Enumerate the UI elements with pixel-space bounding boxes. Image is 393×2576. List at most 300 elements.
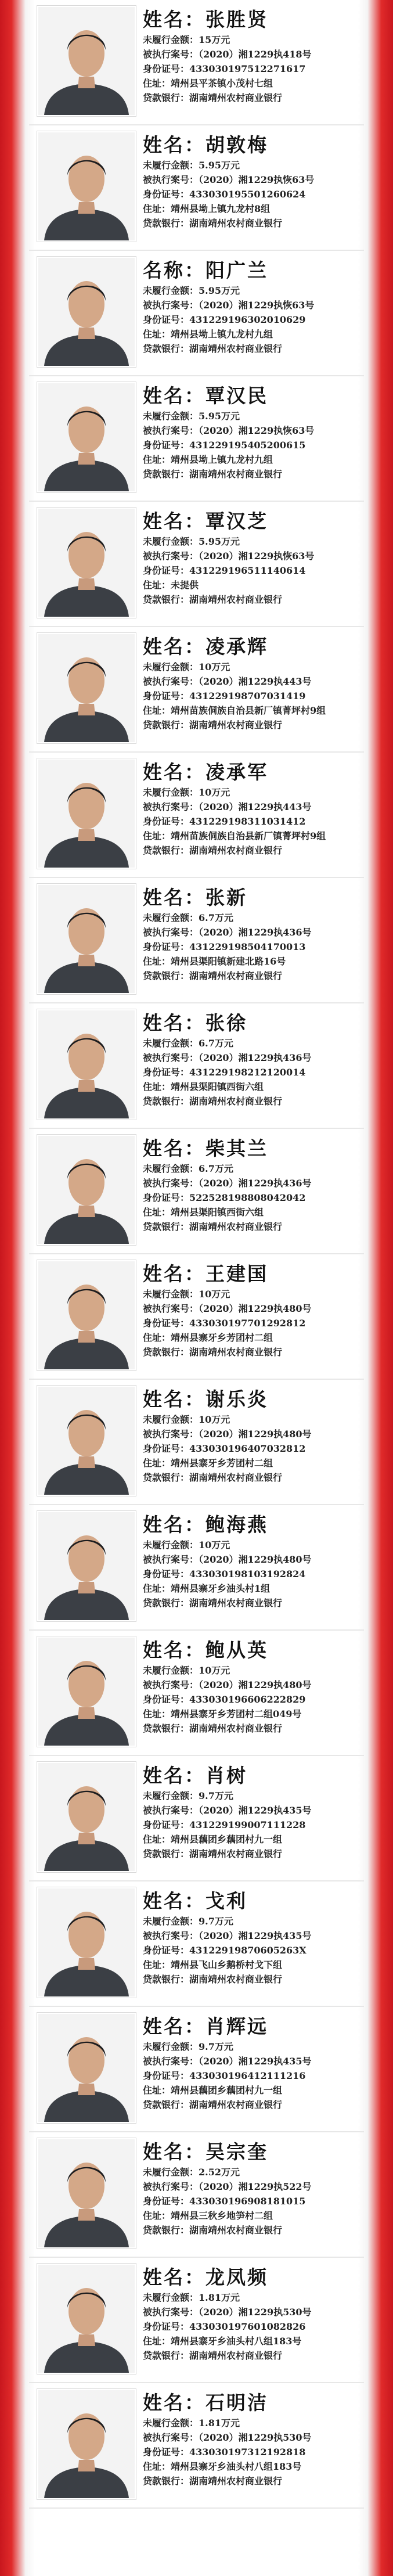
case-row bbox=[143, 298, 362, 312]
amount-value: 6.7万元 bbox=[199, 1038, 233, 1049]
bank-label: 贷款银行： bbox=[143, 2350, 190, 2361]
bank-row bbox=[143, 2348, 362, 2363]
portrait-photo bbox=[37, 1511, 136, 1621]
id-row bbox=[143, 1692, 362, 1707]
id-row bbox=[143, 2068, 362, 2083]
id-label: 身份证号： bbox=[143, 2447, 190, 2458]
amount-value: 10万元 bbox=[199, 1289, 230, 1300]
portrait-photo bbox=[37, 758, 136, 869]
debtor-name: 肖辉远 bbox=[205, 2015, 268, 2038]
case-label: 被执行案号： bbox=[143, 551, 199, 562]
amount-label: 未履行金额： bbox=[143, 536, 199, 547]
person-silhouette-icon bbox=[38, 509, 135, 617]
amount-value: 6.7万元 bbox=[199, 912, 233, 923]
debtor-name: 龙凤频 bbox=[205, 2266, 268, 2289]
address-label: 住址： bbox=[143, 1458, 171, 1469]
case-value: （2020）湘1229执436号 bbox=[199, 927, 312, 938]
address-row bbox=[143, 1581, 362, 1596]
name-label: 姓名： bbox=[143, 8, 205, 31]
bank-label: 贷款银行： bbox=[143, 1598, 190, 1609]
person-silhouette-icon bbox=[38, 1763, 135, 1871]
bank-value: 湖南靖州农村商业银行 bbox=[189, 92, 283, 103]
debtor-card bbox=[29, 1881, 364, 2007]
name-label: 姓名： bbox=[143, 2015, 205, 2038]
debtor-info bbox=[143, 1888, 362, 1987]
address-row bbox=[143, 202, 362, 216]
case-label: 被执行案号： bbox=[143, 1303, 199, 1314]
debtor-name: 吴宗奎 bbox=[205, 2140, 268, 2163]
id-value: 433030197601082826 bbox=[189, 2321, 306, 2332]
bank-row bbox=[143, 216, 362, 231]
amount-row bbox=[143, 2290, 362, 2305]
bank-value: 湖南靖州农村商业银行 bbox=[189, 719, 283, 731]
id-label: 身份证号： bbox=[143, 1067, 190, 1078]
bank-row bbox=[143, 592, 362, 607]
portrait-photo bbox=[37, 382, 136, 492]
id-row bbox=[143, 62, 362, 76]
bank-row bbox=[143, 1596, 362, 1610]
bank-value: 湖南靖州农村商业银行 bbox=[189, 970, 283, 981]
id-label: 身份证号： bbox=[143, 1945, 190, 1956]
id-row bbox=[143, 1441, 362, 1456]
debtor-info bbox=[143, 509, 362, 607]
bank-value: 湖南靖州农村商业银行 bbox=[189, 1221, 283, 1232]
address-value: 靖州县寨牙乡油头村1组 bbox=[171, 1583, 271, 1594]
id-row bbox=[143, 940, 362, 954]
address-value: 靖州县寨牙乡芳团村二组 bbox=[171, 1332, 273, 1343]
portrait-photo bbox=[37, 2389, 136, 2499]
bank-label: 贷款银行： bbox=[143, 719, 190, 731]
name-line bbox=[143, 509, 362, 534]
amount-row bbox=[143, 283, 362, 298]
address-row bbox=[143, 76, 362, 91]
person-silhouette-icon bbox=[38, 2139, 135, 2247]
bank-row bbox=[143, 1219, 362, 1234]
amount-label: 未履行金额： bbox=[143, 34, 199, 45]
address-value: 靖州县藕团乡藕团村九一组 bbox=[171, 2085, 283, 2096]
case-row bbox=[143, 47, 362, 62]
amount-label: 未履行金额： bbox=[143, 160, 199, 171]
id-label: 身份证号： bbox=[143, 1694, 190, 1705]
id-value: 433030196407032812 bbox=[189, 1443, 306, 1454]
name-line bbox=[143, 1763, 362, 1789]
amount-label: 未履行金额： bbox=[143, 912, 199, 923]
case-row bbox=[143, 800, 362, 814]
id-row bbox=[143, 1818, 362, 1832]
person-silhouette-icon bbox=[38, 1261, 135, 1369]
debtor-info bbox=[143, 132, 362, 231]
id-label: 身份证号： bbox=[143, 440, 190, 451]
name-label: 姓名： bbox=[143, 2391, 205, 2414]
bank-row bbox=[143, 467, 362, 481]
portrait-photo bbox=[37, 257, 136, 367]
case-value: （2020）湘1229执480号 bbox=[199, 1679, 312, 1690]
address-label: 住址： bbox=[143, 705, 171, 716]
address-row bbox=[143, 578, 362, 592]
portrait-photo bbox=[37, 2264, 136, 2374]
portrait-photo bbox=[37, 2138, 136, 2248]
id-label: 身份证号： bbox=[143, 565, 190, 576]
person-silhouette-icon bbox=[38, 1638, 135, 1746]
id-label: 身份证号： bbox=[143, 690, 190, 701]
amount-label: 未履行金额： bbox=[143, 2292, 199, 2303]
debtor-name: 鲍海燕 bbox=[205, 1513, 268, 1536]
address-value: 靖州县寨牙乡芳团村二组 bbox=[171, 1458, 273, 1469]
amount-label: 未履行金额： bbox=[143, 661, 199, 672]
name-line bbox=[143, 1638, 362, 1663]
amount-value: 5.95万元 bbox=[199, 285, 240, 296]
name-label: 姓名： bbox=[143, 1137, 205, 1160]
amount-value: 9.7万元 bbox=[199, 2041, 233, 2052]
bank-row bbox=[143, 1847, 362, 1861]
bank-row bbox=[143, 1972, 362, 1987]
id-label: 身份证号： bbox=[143, 1192, 190, 1203]
debtor-info bbox=[143, 1136, 362, 1234]
case-label: 被执行案号： bbox=[143, 1679, 199, 1690]
name-label: 姓名： bbox=[143, 1890, 205, 1912]
bank-label: 贷款银行： bbox=[143, 1723, 190, 1734]
bank-value: 湖南靖州农村商业银行 bbox=[189, 218, 283, 229]
case-label: 被执行案号： bbox=[143, 2056, 199, 2067]
amount-value: 9.7万元 bbox=[199, 1790, 233, 1801]
bank-label: 贷款银行： bbox=[143, 1472, 190, 1483]
name-line bbox=[143, 2139, 362, 2165]
person-silhouette-icon bbox=[38, 383, 135, 491]
person-silhouette-icon bbox=[38, 132, 135, 240]
debtor-info bbox=[143, 2390, 362, 2488]
debtor-info bbox=[143, 2014, 362, 2112]
name-label: 姓名： bbox=[143, 1764, 205, 1787]
name-line bbox=[143, 885, 362, 911]
address-row bbox=[143, 1330, 362, 1345]
case-value: （2020）湘1229执480号 bbox=[199, 1554, 312, 1565]
debtor-card bbox=[29, 1631, 364, 1756]
address-label: 住址： bbox=[143, 1834, 171, 1845]
id-value: 522528198808042042 bbox=[189, 1192, 306, 1203]
portrait-photo bbox=[37, 633, 136, 743]
case-value: （2020）湘1229执530号 bbox=[199, 2432, 312, 2443]
amount-value: 10万元 bbox=[199, 661, 230, 672]
name-line bbox=[143, 1512, 362, 1538]
id-value: 433030197512271617 bbox=[189, 63, 306, 74]
amount-value: 10万元 bbox=[199, 1414, 230, 1425]
bank-label: 贷款银行： bbox=[143, 1221, 190, 1232]
debtor-card bbox=[29, 1129, 364, 1254]
debtor-name: 戈利 bbox=[205, 1890, 247, 1912]
address-row bbox=[143, 2208, 362, 2223]
address-label: 住址： bbox=[143, 1959, 171, 1970]
case-value: （2020）湘1229执435号 bbox=[199, 1805, 312, 1816]
name-line bbox=[143, 7, 362, 33]
case-label: 被执行案号： bbox=[143, 2307, 199, 2318]
case-label: 被执行案号： bbox=[143, 425, 199, 436]
name-label: 姓名： bbox=[143, 761, 205, 783]
debtor-card bbox=[29, 2007, 364, 2132]
case-row bbox=[143, 1427, 362, 1441]
debtor-card bbox=[29, 753, 364, 878]
bank-value: 湖南靖州农村商业银行 bbox=[189, 2350, 283, 2361]
amount-value: 15万元 bbox=[199, 34, 230, 45]
name-label: 姓名： bbox=[143, 1388, 205, 1411]
amount-value: 1.81万元 bbox=[199, 2292, 240, 2303]
id-label: 身份证号： bbox=[143, 314, 190, 325]
id-row bbox=[143, 689, 362, 703]
address-row bbox=[143, 1080, 362, 1094]
id-value: 433030196412111216 bbox=[189, 2070, 306, 2081]
case-label: 被执行案号： bbox=[143, 2181, 199, 2192]
bank-row bbox=[143, 1470, 362, 1485]
case-row bbox=[143, 1552, 362, 1567]
debtor-card bbox=[29, 627, 364, 753]
id-value: 431229198707031419 bbox=[189, 690, 306, 701]
name-label: 姓名： bbox=[143, 1639, 205, 1661]
debtor-card bbox=[29, 1254, 364, 1380]
person-silhouette-icon bbox=[38, 2014, 135, 2122]
id-value: 431229198706052​63X bbox=[189, 1945, 307, 1956]
address-row bbox=[143, 1958, 362, 1972]
case-label: 被执行案号： bbox=[143, 300, 199, 311]
debtor-info bbox=[143, 885, 362, 983]
bank-row bbox=[143, 969, 362, 983]
portrait-photo bbox=[37, 1386, 136, 1496]
amount-value: 5.95万元 bbox=[199, 536, 240, 547]
case-row bbox=[143, 1678, 362, 1692]
debtor-name: 鲍从英 bbox=[205, 1639, 268, 1661]
debtor-card bbox=[29, 1380, 364, 1505]
case-label: 被执行案号： bbox=[143, 1052, 199, 1063]
amount-row bbox=[143, 1036, 362, 1050]
case-row bbox=[143, 172, 362, 187]
address-label: 住址： bbox=[143, 1708, 171, 1719]
address-value: 靖州县寨牙乡油头村八组183号 bbox=[171, 2336, 302, 2347]
id-label: 身份证号： bbox=[143, 1443, 190, 1454]
person-silhouette-icon bbox=[38, 1010, 135, 1118]
amount-row bbox=[143, 785, 362, 800]
debtor-card bbox=[29, 125, 364, 251]
debtor-name: 张徐 bbox=[205, 1012, 247, 1034]
amount-label: 未履行金额： bbox=[143, 2167, 199, 2178]
bank-value: 湖南靖州农村商业银行 bbox=[189, 1848, 283, 1859]
id-value: 433030196606222829 bbox=[189, 1694, 306, 1705]
case-row bbox=[143, 1803, 362, 1818]
portrait-photo bbox=[37, 1636, 136, 1747]
amount-row bbox=[143, 158, 362, 172]
address-row bbox=[143, 1707, 362, 1721]
person-silhouette-icon bbox=[38, 1512, 135, 1620]
debtor-card bbox=[29, 0, 364, 125]
address-value: 靖州县坳上镇九龙村8组 bbox=[171, 203, 271, 214]
address-value: 靖州县渠阳镇新建北路16号 bbox=[171, 956, 286, 967]
portrait-photo bbox=[37, 508, 136, 618]
address-row bbox=[143, 2083, 362, 2098]
amount-row bbox=[143, 2165, 362, 2179]
id-label: 身份证号： bbox=[143, 63, 190, 74]
debtor-info bbox=[143, 1512, 362, 1610]
address-label: 住址： bbox=[143, 580, 171, 591]
person-silhouette-icon bbox=[38, 258, 135, 366]
address-label: 住址： bbox=[143, 2210, 171, 2221]
name-label: 姓名： bbox=[143, 1513, 205, 1536]
amount-row bbox=[143, 1914, 362, 1929]
case-value: （2020）湘1229执436号 bbox=[199, 1052, 312, 1063]
debtor-name: 张新 bbox=[205, 886, 247, 909]
name-line bbox=[143, 132, 362, 158]
address-label: 住址： bbox=[143, 78, 171, 89]
bank-row bbox=[143, 2474, 362, 2488]
amount-row bbox=[143, 660, 362, 674]
id-row bbox=[143, 1567, 362, 1581]
case-label: 被执行案号： bbox=[143, 1805, 199, 1816]
bank-label: 贷款银行： bbox=[143, 970, 190, 981]
debtor-info bbox=[143, 1261, 362, 1359]
address-label: 住址： bbox=[143, 2461, 171, 2472]
amount-value: 6.7万元 bbox=[199, 1163, 233, 1174]
case-row bbox=[143, 1050, 362, 1065]
address-value: 靖州县藕团乡藕团村九一组 bbox=[171, 1834, 283, 1845]
id-row bbox=[143, 187, 362, 202]
address-label: 住址： bbox=[143, 2085, 171, 2096]
address-row bbox=[143, 1832, 362, 1847]
bank-label: 贷款银行： bbox=[143, 845, 190, 856]
debtor-info bbox=[143, 383, 362, 481]
name-label: 姓名： bbox=[143, 1012, 205, 1034]
debtor-list bbox=[29, 0, 364, 2509]
case-row bbox=[143, 674, 362, 689]
portrait-photo bbox=[37, 1009, 136, 1120]
debtor-card bbox=[29, 376, 364, 502]
bank-row bbox=[143, 2223, 362, 2237]
debtor-name: 凌承辉 bbox=[205, 635, 268, 658]
bank-value: 湖南靖州农村商业银行 bbox=[189, 2476, 283, 2487]
bank-label: 贷款银行： bbox=[143, 1848, 190, 1859]
address-label: 住址： bbox=[143, 2336, 171, 2347]
address-value: 靖州县渠阳镇西街六组 bbox=[171, 1207, 264, 1218]
case-row bbox=[143, 925, 362, 940]
portrait-photo bbox=[37, 6, 136, 116]
name-line bbox=[143, 1888, 362, 1914]
id-label: 身份证号： bbox=[143, 189, 190, 200]
debtor-info bbox=[143, 2139, 362, 2237]
id-value: 433030195501260624 bbox=[189, 189, 306, 200]
case-value: （2020）湘1229执恢63号 bbox=[199, 300, 315, 311]
debtor-card bbox=[29, 502, 364, 627]
amount-row bbox=[143, 1538, 362, 1552]
id-value: 433030197312192818 bbox=[189, 2447, 306, 2458]
case-label: 被执行案号： bbox=[143, 676, 199, 687]
id-value: 431229198311031412 bbox=[189, 816, 306, 827]
bank-value: 湖南靖州农村商业银行 bbox=[189, 1598, 283, 1609]
debtor-name: 覃汉民 bbox=[205, 384, 268, 407]
name-line bbox=[143, 1010, 362, 1036]
case-value: （2020）湘1229执恢63号 bbox=[199, 551, 315, 562]
amount-value: 1.81万元 bbox=[199, 2417, 240, 2429]
case-value: （2020）湘1229执480号 bbox=[199, 1303, 312, 1314]
amount-label: 未履行金额： bbox=[143, 2041, 199, 2052]
address-value: 靖州县三秋乡地笋村二组 bbox=[171, 2210, 273, 2221]
debtor-name: 柴其兰 bbox=[205, 1137, 268, 1160]
name-line bbox=[143, 2265, 362, 2290]
bank-label: 贷款银行： bbox=[143, 1974, 190, 1985]
bank-value: 湖南靖州农村商业银行 bbox=[189, 469, 283, 480]
debtor-info bbox=[143, 2265, 362, 2363]
case-value: （2020）湘1229执443号 bbox=[199, 676, 312, 687]
debtor-name: 胡敦梅 bbox=[205, 134, 268, 156]
address-label: 住址： bbox=[143, 1081, 171, 1092]
case-value: （2020）湘1229执530号 bbox=[199, 2307, 312, 2318]
id-row bbox=[143, 1190, 362, 1205]
amount-label: 未履行金额： bbox=[143, 1916, 199, 1927]
amount-label: 未履行金额： bbox=[143, 411, 199, 422]
portrait-photo bbox=[37, 884, 136, 994]
bank-label: 贷款银行： bbox=[143, 92, 190, 103]
case-row bbox=[143, 2054, 362, 2068]
bank-value: 湖南靖州农村商业银行 bbox=[189, 1347, 283, 1358]
amount-row bbox=[143, 1663, 362, 1678]
id-row bbox=[143, 312, 362, 327]
case-value: （2020）湘1229执443号 bbox=[199, 801, 312, 812]
name-label: 姓名： bbox=[143, 2266, 205, 2289]
name-label: 姓名： bbox=[143, 510, 205, 533]
bank-value: 湖南靖州农村商业银行 bbox=[189, 1974, 283, 1985]
name-line bbox=[143, 2390, 362, 2416]
bank-value: 湖南靖州农村商业银行 bbox=[189, 845, 283, 856]
id-label: 身份证号： bbox=[143, 1819, 190, 1830]
address-row bbox=[143, 2459, 362, 2474]
case-row bbox=[143, 1929, 362, 1943]
bank-row bbox=[143, 91, 362, 105]
id-label: 身份证号： bbox=[143, 2196, 190, 2207]
amount-row bbox=[143, 2416, 362, 2430]
address-label: 住址： bbox=[143, 329, 171, 340]
debtor-name: 阳广兰 bbox=[205, 259, 268, 282]
debtor-name: 张胜贤 bbox=[205, 8, 268, 31]
case-row bbox=[143, 549, 362, 563]
bank-row bbox=[143, 341, 362, 356]
name-line bbox=[143, 383, 362, 409]
person-silhouette-icon bbox=[38, 2265, 135, 2373]
portrait-photo bbox=[37, 131, 136, 242]
case-value: （2020）湘1229执恢63号 bbox=[199, 174, 315, 185]
amount-row bbox=[143, 2039, 362, 2054]
debtor-name: 凌承军 bbox=[205, 761, 268, 783]
bank-value: 湖南靖州农村商业银行 bbox=[189, 594, 283, 605]
address-row bbox=[143, 327, 362, 341]
address-row bbox=[143, 2334, 362, 2348]
address-label: 住址： bbox=[143, 1583, 171, 1594]
debtor-name: 石明洁 bbox=[205, 2391, 268, 2414]
name-label: 姓名： bbox=[143, 2140, 205, 2163]
bank-value: 湖南靖州农村商业银行 bbox=[189, 2099, 283, 2110]
amount-value: 2.52万元 bbox=[199, 2167, 240, 2178]
bank-row bbox=[143, 718, 362, 732]
bank-label: 贷款银行： bbox=[143, 2225, 190, 2236]
id-value: 431229198504170013 bbox=[189, 941, 306, 952]
debtor-info bbox=[143, 1763, 362, 1861]
id-label: 身份证号： bbox=[143, 816, 190, 827]
amount-value: 9.7万元 bbox=[199, 1916, 233, 1927]
amount-value: 10万元 bbox=[199, 1539, 230, 1550]
bank-label: 贷款银行： bbox=[143, 594, 190, 605]
amount-row bbox=[143, 1412, 362, 1427]
case-value: （2020）湘1229执480号 bbox=[199, 1429, 312, 1440]
bank-value: 湖南靖州农村商业银行 bbox=[189, 1472, 283, 1483]
id-value: 431229198212120014 bbox=[189, 1067, 306, 1078]
address-label: 住址： bbox=[143, 203, 171, 214]
portrait-photo bbox=[37, 1762, 136, 1872]
address-value: 靖州县坳上镇九龙村九组 bbox=[171, 329, 273, 340]
id-row bbox=[143, 1316, 362, 1330]
person-silhouette-icon bbox=[38, 1136, 135, 1244]
